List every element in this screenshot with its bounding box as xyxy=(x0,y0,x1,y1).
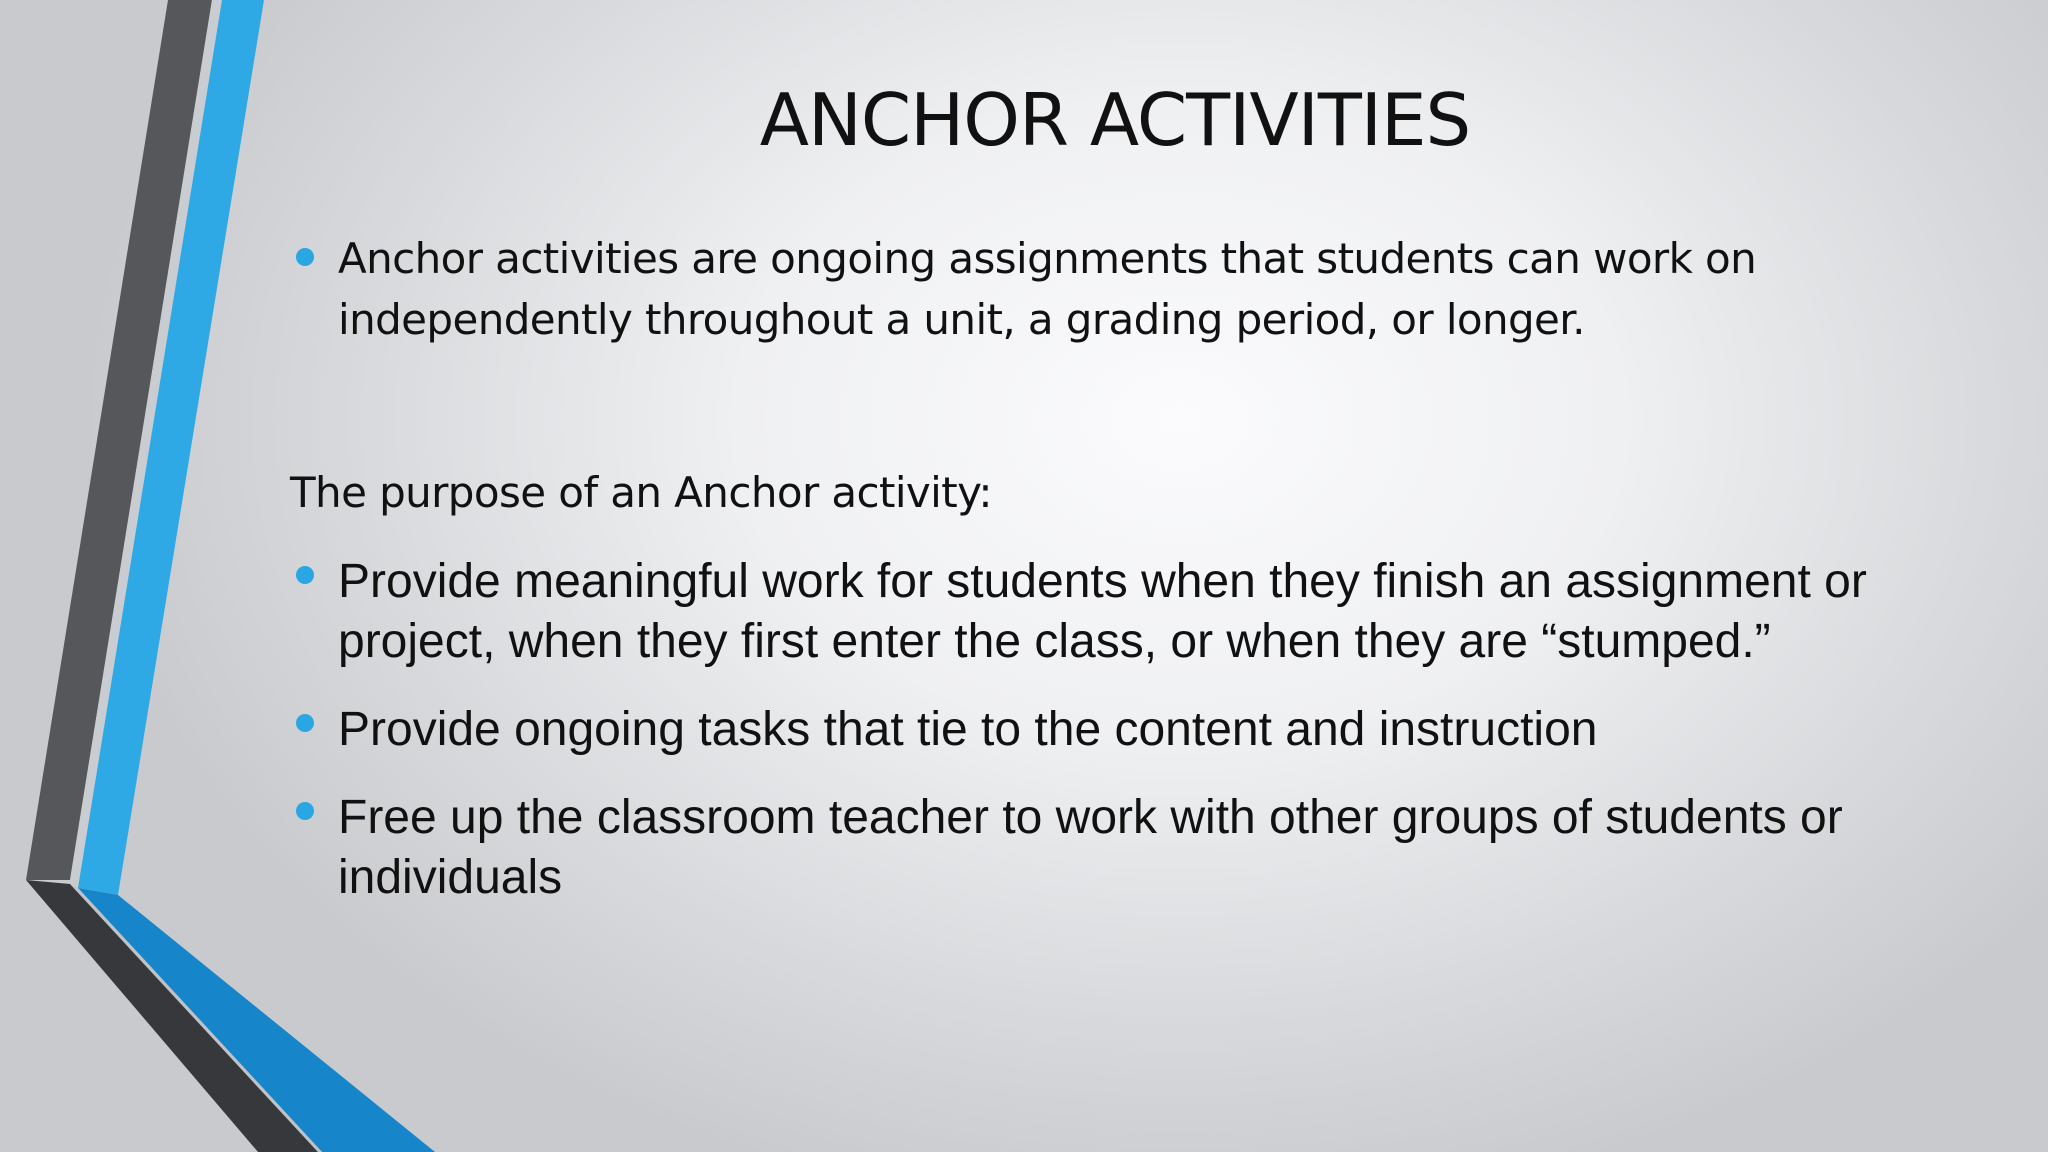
bullet-dot-icon xyxy=(296,566,314,584)
purpose-list xyxy=(290,552,1988,936)
purpose-bullet-text: Provide meaningful work for students when they finish an assignment or project, when they first enter the class, or when they are “stumped.” xyxy=(338,555,1867,668)
purpose-bullet xyxy=(290,552,1988,672)
bullet-dot-icon xyxy=(296,802,314,820)
purpose-heading: The purpose of an Anchor activity: xyxy=(290,468,992,517)
slide-title: ANCHOR ACTIVITIES xyxy=(759,78,1471,162)
bullet-dot-icon xyxy=(296,714,314,732)
purpose-bullet-text: Provide ongoing tasks that tie to the content and instruction xyxy=(338,703,1598,756)
intro-section xyxy=(290,228,1988,350)
purpose-bullet xyxy=(290,788,1988,908)
purpose-bullet xyxy=(290,700,1988,760)
charcoal-diagonal xyxy=(26,880,318,1152)
purpose-bullet-text: Free up the classroom teacher to work with other groups of students or individuals xyxy=(338,791,1843,904)
diagonal-separator xyxy=(70,884,322,1152)
light-separator-stripe xyxy=(70,0,222,880)
intro-bullet-text: Anchor activities are ongoing assignments that students can work on independently throughout a unit, a grading period, or longer. xyxy=(338,234,1757,344)
intro-bullet xyxy=(290,228,1988,350)
bullet-dot-icon xyxy=(296,248,314,266)
